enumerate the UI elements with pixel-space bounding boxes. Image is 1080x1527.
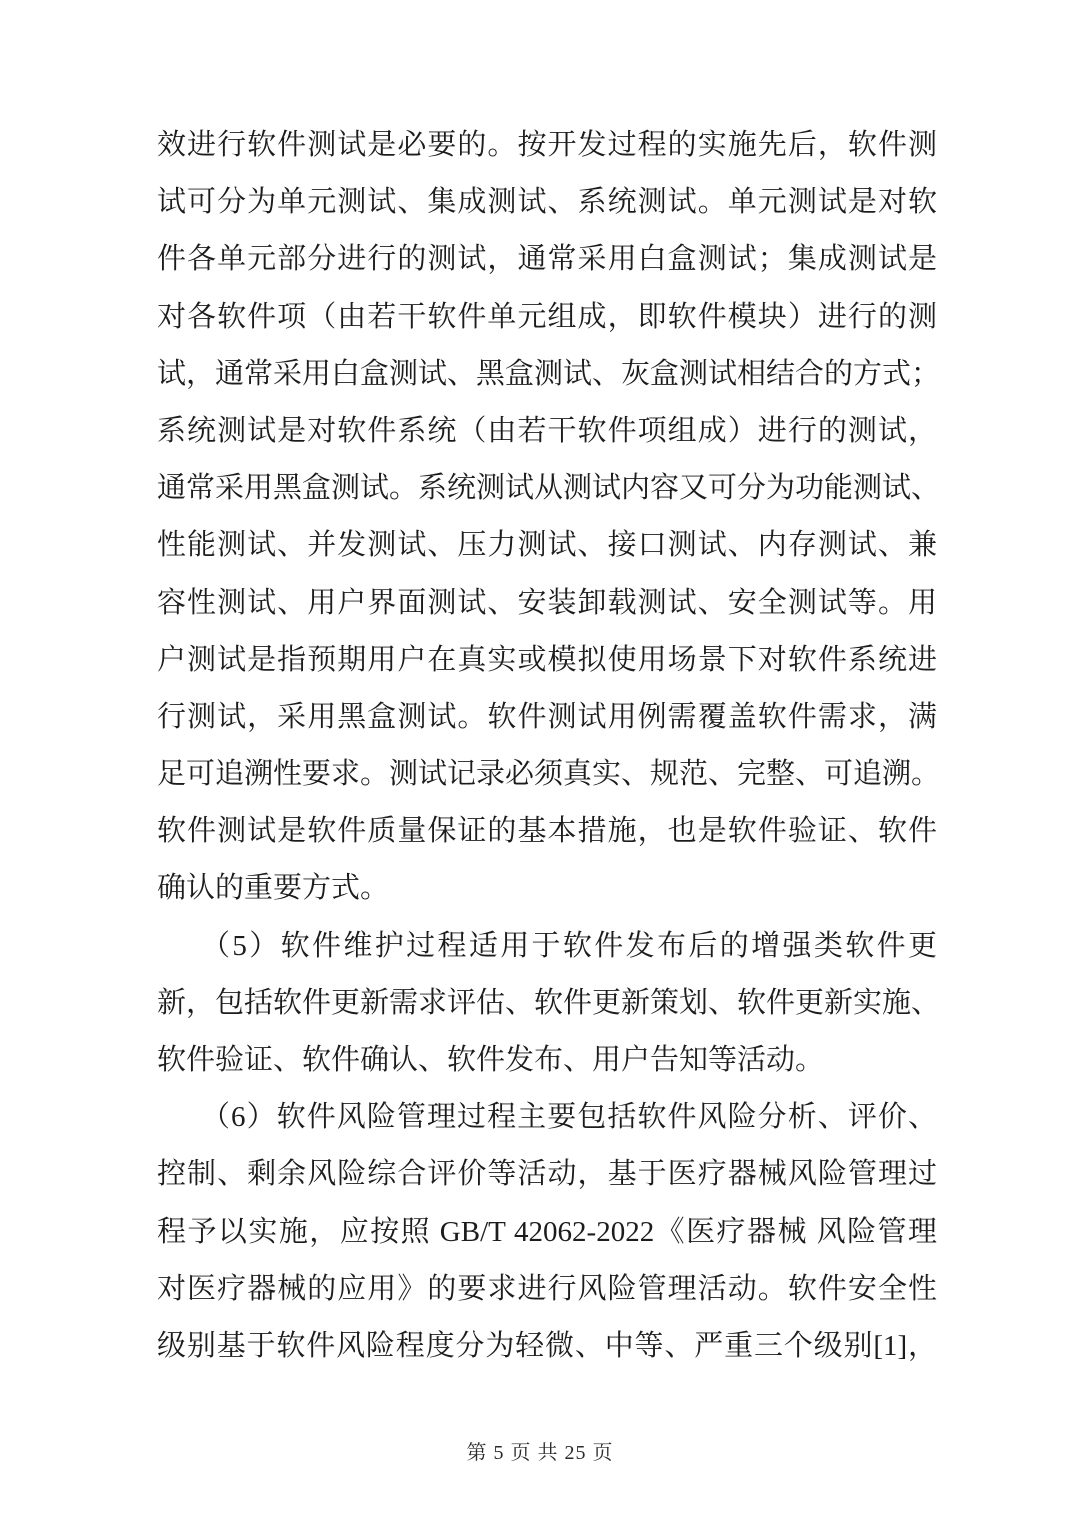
text-line: 容性测试、用户界面测试、安装卸载测试、安全测试等。用: [157, 586, 937, 619]
text-line: 通常采用黑盒测试。系统测试从测试内容又可分为功能测试、: [157, 472, 941, 505]
text-line: 足可追溯性要求。测试记录必须真实、规范、完整、可追溯。: [157, 758, 941, 791]
text-line paragraph-start-6: （6）软件风险管理过程主要包括软件风险分析、评价、: [201, 1101, 937, 1134]
text-line: 级别基于软件风险程度分为轻微、中等、严重三个级别[1]，: [157, 1329, 937, 1362]
text-line: 试可分为单元测试、集成测试、系统测试。单元测试是对软: [157, 186, 937, 219]
page-number-label: 第 5 页 共 25 页: [466, 1442, 614, 1464]
text-line: 控制、剩余风险综合评价等活动，基于医疗器械风险管理过: [157, 1158, 937, 1191]
text-line: 行测试，采用黑盒测试。软件测试用例需覆盖软件需求，满: [157, 700, 937, 733]
text-line: 程予以实施，应按照 GB/T 42062-2022《医疗器械 风险管理: [157, 1215, 937, 1248]
text-line paragraph-end: 确认的重要方式。: [157, 872, 390, 905]
text-line: 性能测试、并发测试、压力测试、接口测试、内存测试、兼: [157, 529, 937, 562]
text-line: 试，通常采用白盒测试、黑盒测试、灰盒测试相结合的方式；: [157, 357, 941, 390]
text-line paragraph-end: 软件验证、软件确认、软件发布、用户告知等活动。: [157, 1044, 825, 1076]
text-line: 户测试是指预期用户在真实或模拟使用场景下对软件系统进: [157, 643, 937, 676]
text-line: 软件测试是软件质量保证的基本措施，也是软件验证、软件: [157, 815, 937, 848]
text-line: 效进行软件测试是必要的。按开发过程的实施先后，软件测: [157, 129, 937, 161]
text-line: 对各软件项（由若干软件单元组成，即软件模块）进行的测: [157, 300, 937, 333]
body-text-block: [157, 117, 941, 1375]
text-line: 系统测试是对软件系统（由若干软件项组成）进行的测试，: [157, 414, 937, 447]
text-line: 新，包括软件更新需求评估、软件更新策划、软件更新实施、: [157, 986, 941, 1019]
text-line: 对医疗器械的应用》的要求进行风险管理活动。软件安全性: [157, 1272, 937, 1305]
page-footer: [0, 1440, 1080, 1466]
text-line paragraph-start-5: （5）软件维护过程适用于软件发布后的增强类软件更: [201, 929, 937, 962]
text-line: 件各单元部分进行的测试，通常采用白盒测试；集成测试是: [157, 243, 937, 276]
